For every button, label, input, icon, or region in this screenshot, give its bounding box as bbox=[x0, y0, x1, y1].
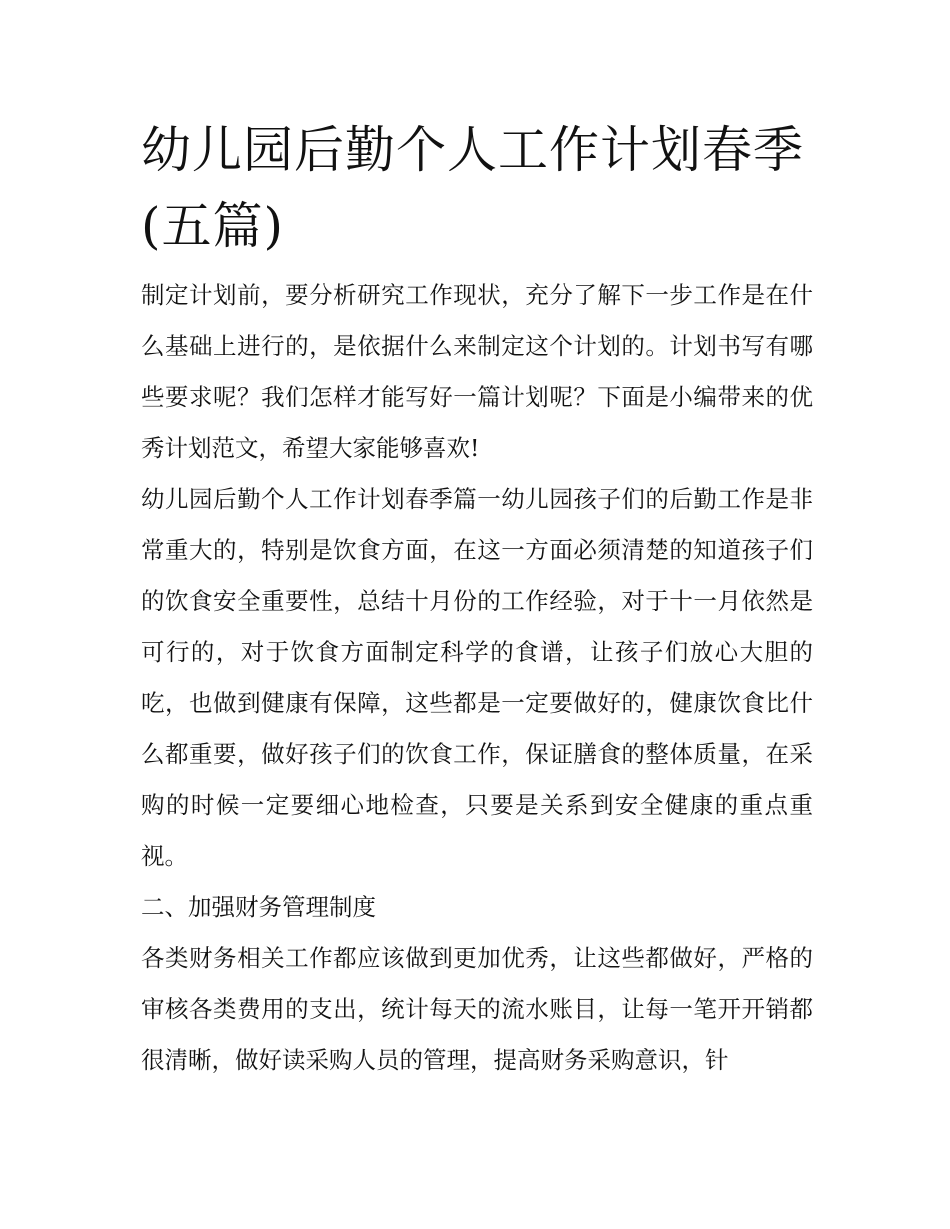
document-content bbox=[141, 112, 813, 1086]
document-title: 幼儿园后勤个人工作计划春季(五篇) bbox=[141, 121, 804, 255]
section-heading: 二、加强财务管理制度 bbox=[141, 893, 376, 921]
intro-paragraph: 制定计划前，要分析研究工作现状，充分了解下一步工作是在什么基础上进行的，是依据什么来制定这个计划的。计划书写有哪些要求呢？我们怎样才能写好一篇计划呢？下面是小编带来的优秀计划范文，希望大家能够喜欢! bbox=[141, 281, 813, 462]
section-one-paragraph: 幼儿园后勤个人工作计划春季篇一幼儿园孩子们的后勤工作是非常重大的，特别是饮食方面，在这一方面必须清楚的知道孩子们的饮食安全重要性，总结十月份的工作经验，对于十一月依然是可行的，对于饮食方面制定科学的食谱，让孩子们放心大胆的吃，也做到健康有保障，这些都是一定要做好的，健康饮食比什么都重要，做好孩子们的饮食工作，保证膳食的整体质量，在采购的时候一定要细心地检查，只要是关系到安全健康的重点重视。 bbox=[141, 485, 813, 870]
document-body bbox=[141, 270, 813, 1086]
finance-paragraph: 各类财务相关工作都应该做到更加优秀，让这些都做好，严格的审核各类费用的支出，统计每天的流水账目，让每一笔开开销都很清晰，做好读采购人员的管理，提高财务采购意识，针 bbox=[141, 944, 813, 1074]
